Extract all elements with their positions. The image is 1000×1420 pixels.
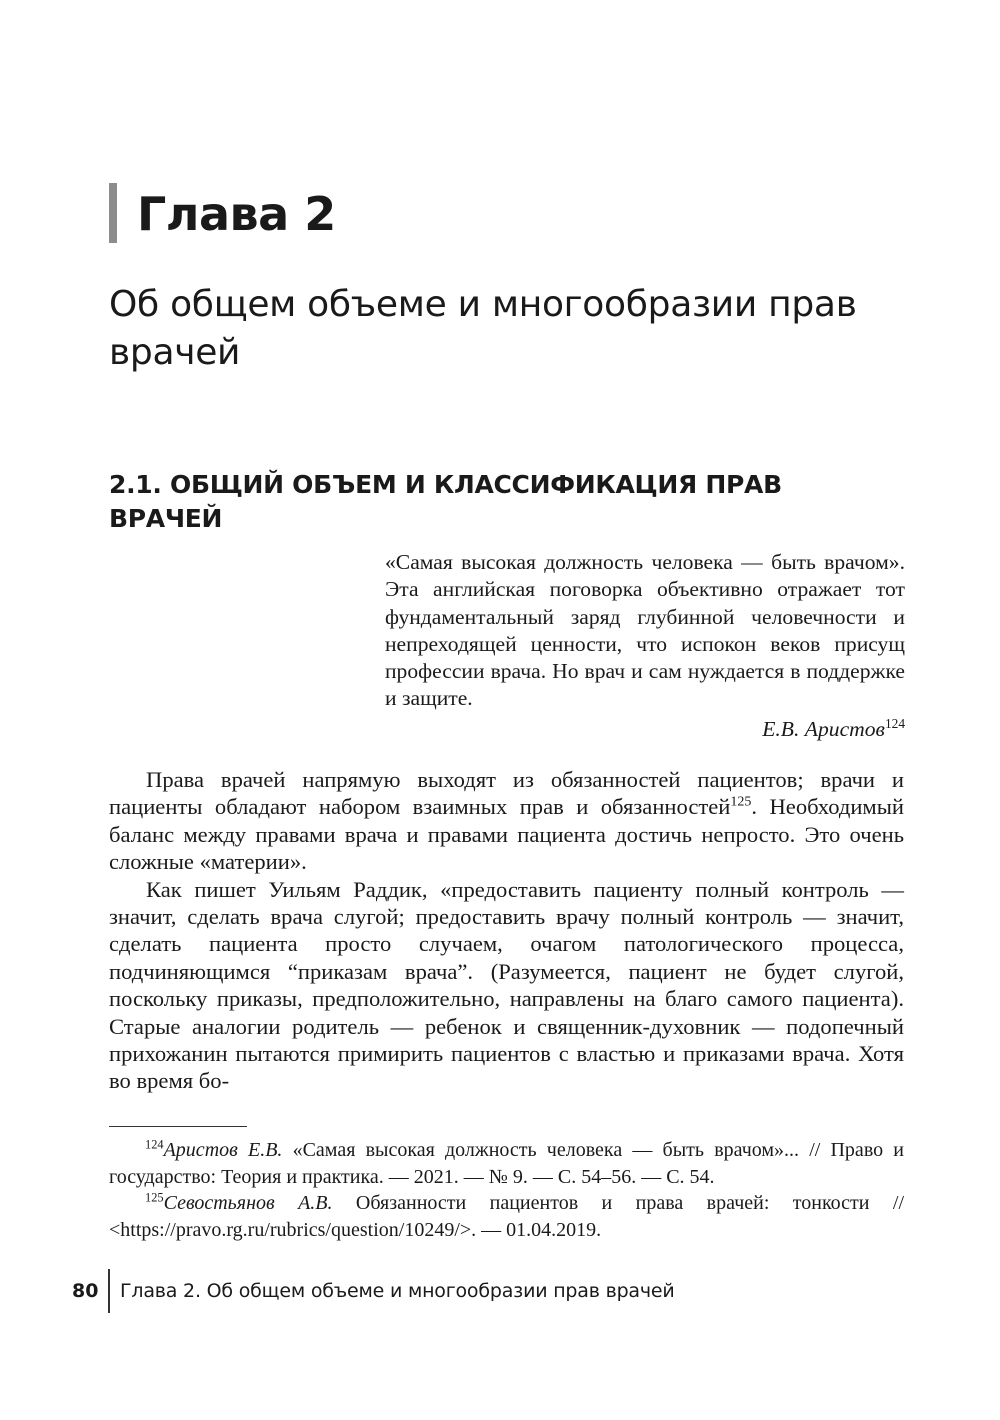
epigraph-author [600, 716, 905, 743]
footnote-number: 124 [145, 1137, 164, 1152]
footnote-author: Севостьянов А.В. [163, 1192, 333, 1214]
epigraph-author-name: Е.В. Аристов [762, 717, 885, 741]
footnote-ref-125[interactable]: 125 [730, 794, 752, 810]
chapter-accent-bar [109, 183, 117, 243]
footnote-ref-124[interactable]: 124 [884, 715, 905, 731]
body-paragraph-1-tail: . Необходимый баланс между правами врача и правами пациента достичь непросто. Это очень сложные «материи». [109, 794, 904, 875]
footnote-author: Аристов Е.В. [163, 1139, 283, 1161]
page-number: 80 [72, 1280, 99, 1302]
chapter-label: Глава 2 [137, 187, 336, 241]
epigraph-text: «Самая высокая должность человека — быть врачом». Эта английская поговорка объективно отражает тот фундаментальный заряд глубинной человечности и непреходящей ценности, что испокон веков присущ профессии врача. Но врач и сам нуждается в поддержке и защите. [385, 550, 905, 711]
footnote-number: 125 [145, 1190, 164, 1205]
footnote-124 [109, 1137, 904, 1190]
body-paragraph-1 [109, 766, 904, 876]
footnote-125 [109, 1190, 904, 1243]
footnote-divider [109, 1126, 247, 1127]
running-title: Глава 2. Об общем объеме и многообразии прав врачей [120, 1280, 675, 1302]
footnote-text: «Самая высокая должность человека — быть врачом»... // Право и государство: Теория и практика. — 2021. — № 9. — С. 54–56. — С. 54. [109, 1139, 904, 1188]
footnotes [109, 1137, 904, 1243]
body-paragraph-2: Как пишет Уильям Раддик, «предоставить пациенту полный контроль — значит, сделать врача слугой; предоставить врачу полный контроль — значит, сделать пациента просто случаем, очагом патологического процесса, подчиняющимся “приказам врача”. (Разумеется, пациент не будет слугой, поскольку приказы, предположительно, направлены на благо самого пациента). Старые аналогии родитель — ребенок и священник-духовник — подопечный прихожанин пытаются примирить пациентов с властью и приказами врача. Хотя во время бо- [109, 876, 904, 1094]
footer-divider [108, 1269, 110, 1313]
chapter-title: Об общем объеме и многообразии прав врачей [109, 284, 857, 373]
body-paragraph-1-text: Права врачей напрямую выходят из обязанностей пациентов; врачи и пациенты обладают набором взаимных прав и обязанностей [109, 767, 904, 820]
body-text [109, 766, 904, 1095]
section-heading: 2.1. ОБЩИЙ ОБЪЕМ И КЛАССИФИКАЦИЯ ПРАВ ВРАЧЕЙ [109, 470, 782, 533]
footnote-text: Обязанности пациентов и права врачей: тонкости // <https://pravo.rg.ru/rubrics/question/10249/>. — 01.04.2019. [109, 1192, 904, 1241]
